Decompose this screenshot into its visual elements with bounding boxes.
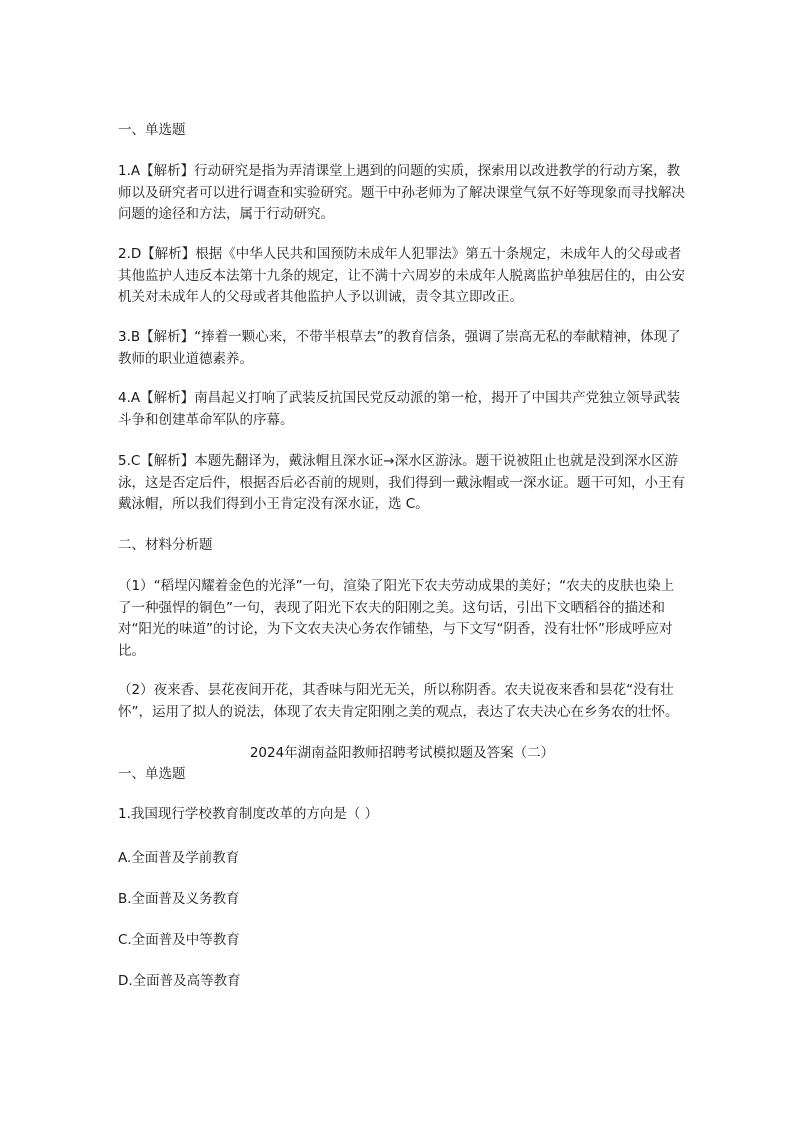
answer-3: 3.B【解析】“捧着一颗心来，不带半根草去”的教育信条，强调了崇高无私的奉献精神，体现了教师的职业道德素养。 (118, 329, 681, 367)
option-d: D.全面普及高等教育 (118, 973, 241, 989)
answer-4: 4.A【解析】南昌起义打响了武装反抗国民党反动派的第一枪，揭开了中国共产党独立领导武装斗争和创建革命军队的序幕。 (118, 390, 681, 428)
answer-2: 2.D【解析】根据《中华人民共和国预防未成年人犯罪法》第五十条规定，未成年人的父母或者其他监护人违反本法第十九条的规定，让不满十六周岁的未成年人脱离监护单独居住的，由公安机关对未成年人的父母或者其他监护人予以训诫，责令其立即改正。 (118, 246, 685, 305)
exam-title: 2024年湖南益阳教师招聘考试模拟题及答案（二） (249, 745, 555, 761)
analysis-1: （1）“稻埕闪耀着金色的光泽”一句，渲染了阳光下农夫劳动成果的美好；“农夫的皮肤也染上了一种强悍的铜色”一句，表现了阳光下农夫的阳刚之美。这句话，引出下文晒稻谷的描述和对“阳光的味道”的讨论，为下文农夫决心务农作铺垫，与下文写“阴香，没有壮怀”形成呼应对比。 (118, 578, 675, 659)
answer-1: 1.A【解析】行动研究是指为弄清课堂上遇到的问题的实质，探索用以改进教学的行动方案，教师以及研究者可以进行调查和实验研究。题干中孙老师为了解决课堂气氛不好等现象而寻找解决问题的途径和方法，属于行动研究。 (118, 163, 685, 222)
option-b: B.全面普及义务教育 (118, 891, 240, 907)
section-heading-material-analysis: 二、材料分析题 (118, 537, 213, 553)
option-a: A.全面普及学前教育 (118, 850, 240, 866)
section-heading-single-choice-2: 一、单选题 (118, 766, 186, 782)
option-c: C.全面普及中等教育 (118, 932, 240, 948)
analysis-2: （2）夜来香、昙花夜间开花，其香味与阳光无关，所以称阴香。农夫说夜来香和昙花“没有壮怀”，运用了拟人的说法，体现了农夫肯定阳刚之美的观点，表达了农夫决心在乡务农的壮怀。 (118, 682, 679, 720)
question-1: 1.我国现行学校教育制度改革的方向是（ ） (118, 806, 379, 822)
answer-5: 5.C【解析】本题先翻译为，戴泳帽且深水证→深水区游泳。题干说被阻止也就是没到深水区游泳，这是否定后件，根据否后必否前的规则，我们得到一戴泳帽或一深水证。题干可知，小王有戴泳帽，所以我们得到小王肯定没有深水证，选 C。 (118, 453, 685, 512)
section-heading-single-choice: 一、单选题 (118, 122, 186, 138)
